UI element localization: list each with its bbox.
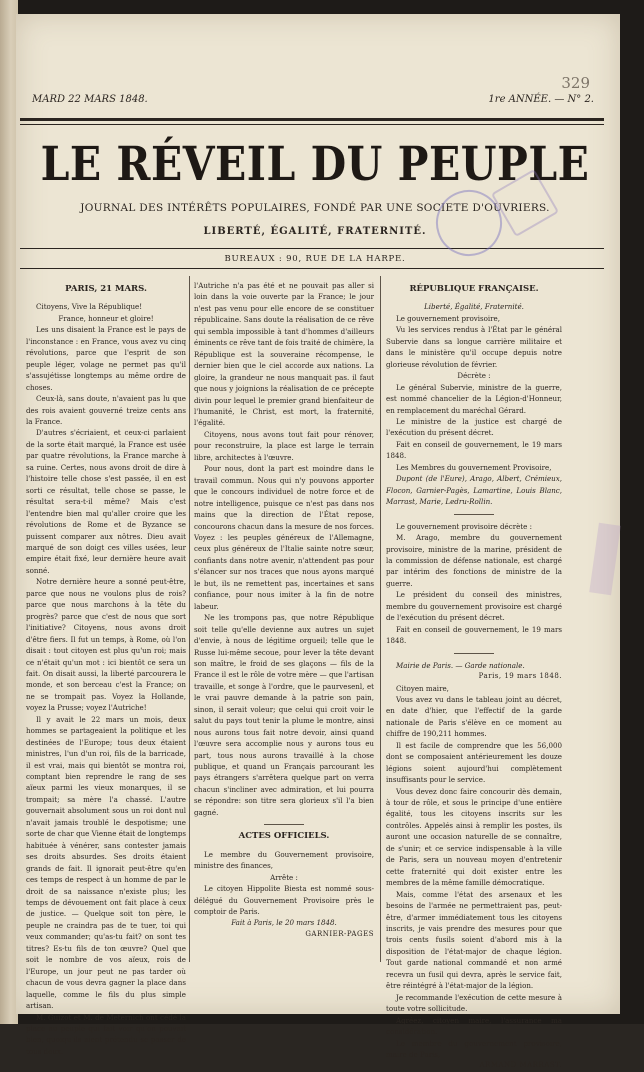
office-rule-bottom <box>20 268 604 269</box>
paragraph: Le ministre de la justice est chargé de l'exécution du présent décret. <box>386 416 562 438</box>
paragraph: Fait en conseil de gouvernement, le 19 mars 1848. <box>386 624 562 646</box>
masthead-title: LE RÉVEIL DU PEUPLE <box>40 136 590 192</box>
paragraph: Le membre du gouvernement provisoire, maire de Paris, <box>386 1038 562 1059</box>
paragraph: Citoyens, Vive la République! <box>36 302 143 312</box>
paragraph: Les Membres du gouvernement Provisoire, <box>396 462 552 472</box>
column-2 <box>194 280 374 940</box>
header-rule-top <box>20 118 604 121</box>
section-heading: RÉPUBLIQUE FRANÇAISE. <box>409 284 539 294</box>
column-separator-1 <box>189 276 190 962</box>
member-names: Dupont (de l'Eure), Arago, Albert, Crémieux, Flocon, Garnier-Pagès, Lamartine, Louis Blanc, Marrast, Marie, Ledru-Rollin. <box>386 474 562 507</box>
paragraph: Vu les services rendus à l'État par le général Subervie dans sa longue carrière militaire et dans le ministère qu'il occupe depuis notre glorieuse révolution de février. <box>386 325 562 369</box>
paragraph: Vous avez vu dans le tableau joint au décret, en date d'hier, que l'effectif de la garde nationale de Paris s'élève en ce moment au chiffre de 190,211 hommes. <box>386 694 562 739</box>
masthead-subtitle: JOURNAL DES INTÉRÊTS POPULAIRES, FONDÉ PAR UNE SOCIETE D'OUVRIERS. <box>80 202 550 214</box>
paragraph: Pour nous, dont la part est moindre dans le travail commun. Nous qui n'y pouvons apporter que le concours individuel de notre force et de notre intelligence, puisque ce n'est pas dans nos mains que la direction de l'État repose, concourons chacun dans la mesure de nos forces. Voyez : les peuples généreux de l'Allemagne, ceux plus généreux de l'Italie sainte notre sœur, confiants dans notre avenir, n'attendent pas pour s'élancer sur nos traces que nous ayons marqué le but, ils ne remettent pas, incertaines et sans confiance, pour nous imiter à la fin de notre labeur. <box>194 464 374 611</box>
paragraph: France, honneur et gloire! <box>58 313 154 323</box>
paragraph: Le général Subervie, ministre de la guerre, est nommé chancelier de la Légion-d'Honneur, en remplacement du maréchal Gérard. <box>386 382 562 415</box>
paragraph: Agréez, citoyen maire, l'assurance ma considération. <box>386 1015 562 1037</box>
paragraph: Fait en conseil de gouvernement, le 19 mars 1848. <box>386 439 562 461</box>
paragraph: Mais, comme l'état des arsenaux et les besoins de l'armée ne permettraient pas, peut-être, d'armer immédiatement tous les citoyens inscrits, je vais prendre des mesures pour que trois cents fusils soient d'abord mis à la disposition de l'état-major de chaque légion. Tout garde national commandé et non armé recevra un fusil qui devra, après le service fait, être réintégré à l'état-major de la légion. <box>386 889 562 991</box>
issue-date: MARD 22 MARS 1848. <box>32 94 148 105</box>
column-3 <box>386 280 562 1072</box>
paragraph: M. Arago, membre du gouvernement provisoire, ministre de la marine, président de la commission de défense nationale, est chargé par intérim des fonctions de ministre de la guerre. <box>386 533 562 588</box>
ink-mark <box>589 523 621 595</box>
mairie-heading: Mairie de Paris. — Garde nationale. <box>396 660 525 670</box>
paragraph: Citoyens, nous avons tout fait pour rénover, pour reconstruire, la place est large le terrain libre, architectes à l'œuvre. <box>194 429 374 462</box>
paragraph: M. Guizot et M. de Meternich ont cédé la place au peuple qui fait voir qu'on pouvait bien, quoiqu'ils aient prétendu se passer de tous deux. <box>26 1012 186 1056</box>
office-rule-top <box>20 248 604 249</box>
paragraph: Le gouvernement provisoire, <box>396 313 501 323</box>
paragraph: Décrète : <box>457 371 491 381</box>
mairie-date: Paris, 19 mars 1848. <box>478 672 562 681</box>
section-divider <box>264 824 304 825</box>
section-divider <box>454 514 494 515</box>
motto-line: Liberté, Égalité, Fraternité. <box>424 302 524 312</box>
paragraph: Je recommande l'exécution de cette mesure à toute votre sollicitude. <box>386 992 562 1014</box>
paragraph: Notre dernière heure a sonné peut-être, parce que nous ne voulons plus de rois? parce que nous marchons à la tête du progrès? parce que c'est de nous que sort l'initiative? Citoyens, nous avons droit d'être fiers. Il fut un temps, à Rome, où l'on disait : tout citoyen est plus qu'un roi; mais ce n'était qu'un mot : ici bientôt ce sera un fait. On disait aussi, la liberté parcourera le monde, et son berceau c'est la France; on ne se trompait pas. Voyez la Hollande, voyez la Prusse; voyez l'Autriche! <box>26 577 186 713</box>
paragraph: Il y avait le 22 mars un mois, deux hommes se partageaient la politique et les destinées de l'Europe; tous deux étaient ministres, l'un d'un roi, fils de la barricade, il est vrai, mais qui bientôt se montra roi, comptant bien reprendre le rang de ses aïeux parmi les vieux monarques, il se trompait; sa mère l'a chassé. L'autre gouvernait absolument sous un roi dont nul n'avait jamais troublé le despotisme; une sorte de char que Vienne était de longtemps habituée à vénérer, sans contester jamais ses droits absurdes. Ses droits étaient grands de fait. Il ignorait peut-être qu'en ces temps de respect à un homme de par le droit de sa naissance n'existe plus; les temps de dévouement ont fait place à ceux de justice. — Quelque soit ton père, le peuple ne craindra pas de te tuer, toi qui veux commander; qu'as-tu fait? on sont tes titres? Es-tu fils de ton œuvre? Quel que soit le nombre de vos aïeux, rois de l'Europe, un jour peut ne pas tarder où chacun de vous devra gagner la place dans laquelle, comme le fils du plus simple artisan. <box>26 714 186 1011</box>
column-separator-2 <box>380 276 381 962</box>
section-heading: ACTES OFFICIELS. <box>238 831 330 842</box>
issue-number: 1re ANNÉE. — N° 2. <box>488 94 594 105</box>
article-heading: PARIS, 21 MARS. <box>65 284 147 294</box>
signature: GARNIER-PAGES <box>305 929 374 938</box>
folio-number: 329 <box>561 74 590 92</box>
paragraph: l'Autriche n'a pas été et ne pouvait pas aller si loin dans la voie ouverte par la France; le jour n'est pas venu pour elle encore de se constituer républicaine. Sans doute la réalisation de ce rêve qui sembla impossible à tant d'hommes d'ailleurs éminents ce rêve tant de fois traité de chimère, la République est la souveraine récompense, le dernier bien que le ciel accorde aux nations. La gloire, la grandeur ne nous manquait pas. il faut que nous y joignions la réalisation de ce précepte divin pour lequel le premier grand bienfaiteur de l'humanité, le Christ, est mort, la fraternité, l'égalité. <box>194 281 374 428</box>
paragraph: Le président du conseil des ministres, membre du gouvernement provisoire est chargé de l'exécution du présent décret. <box>386 590 562 623</box>
paragraph: Vous devez donc faire concourir dès demain, à tour de rôle, et sous le principe d'une entière égalité, tous les citoyens inscrits sur les contrôles. Appelés ainsi à remplir les postes, ils auront une occasion naturelle de se connaître, de s'unir; et ce service indispensable à la ville de Paris, sera un nouveau moyen d'entretenir cette fraternité qui doit exister entre les membres de la même famille démocratique. <box>386 786 562 888</box>
paragraph: Le citoyen Hippolite Biesta est nommé sous-délégué du Gouvernement Provisoire près le comptoir de Paris. <box>194 884 374 917</box>
paragraph: Arrête : <box>270 872 298 882</box>
office-address: BUREAUX : 90, RUE DE LA HARPE. <box>224 254 406 264</box>
decree-date: Fait à Paris, le 20 mars 1848. <box>231 918 337 928</box>
section-divider <box>454 653 494 654</box>
masthead-motto: LIBERTÉ, ÉGALITÉ, FRATERNITÉ. <box>203 226 427 237</box>
paragraph: D'autres s'écriaient, et ceux-ci parlaient de la sorte était marqué, la France est usée par quatre révolutions, la France marche à sa ruine. Certes, nous avons droit de dire à l'histoire telle chose s'est passée, il en est sorti ce résultat, telle chose se passe, le résultat sera-t-il même? Mais c'est l'entendre bien mal qu'aller croire que les révolutions de Rome et de Byzance se puissent comparer aux nôtres. Dieu avait marqué de son doigt ces villes usées, leur empire était fixé, leur dernière heure avait sonné. <box>26 428 186 575</box>
paragraph: Il est facile de comprendre que les 56,000 dont se composaient antérieurement les douze légions soient aujourd'hui complètement insuffisants pour le service. <box>386 740 562 785</box>
column-1 <box>26 280 186 1057</box>
newspaper-page <box>16 14 620 1070</box>
paragraph: Citoyen maire, <box>396 683 449 693</box>
header-rule-top-thin <box>20 124 604 125</box>
paragraph: Ceux-là, sans doute, n'avaient pas lu que des rois avaient gouverné treize cents ans la France. <box>26 394 186 426</box>
signature: ARMAND MARRAST. <box>479 1061 562 1070</box>
paragraph: Les uns disaient la France est le pays de l'inconstance : en France, vous avez vu cinq révolutions, parce que l'esprit de son peuple léger, volage ne permet pas qu'il s'assujétisse longtemps au même ordre de choses. <box>26 325 186 392</box>
dateline <box>32 94 594 105</box>
paragraph: Le membre du Gouvernement provisoire, ministre des finances, <box>194 849 374 871</box>
paragraph: Le gouvernement provisoire décrète : <box>396 521 533 531</box>
paragraph: Ne les trompons pas, que notre République soit telle qu'elle devienne aux autres un sujet d'envie, à nous de légitime orgueil; telle que le Russe lui-même secoue, pour lever la tête devant son maître, le froid de ses glaçons — fils de la France il est le rôle de votre mère — que l'artisan travaille, et songe à l'ordre, que le paurvesenl, et le vrai pauvre demande à la patrie son pain, sinon, il serait voleur; que celui qui croit voir le salut du pays tout tenir la plume le montre, ainsi nous aurons tous fait notre devoir, ainsi quand l'œuvre sera accomplie nous y aurons tous eu part, tous nous aurons travaillé à la chose publique, et quand un Français parcourant les pays étrangers s'arrêtera quelque part on verra chacun s'incliner avec admiration, et lui pourra se répondre: son titre sera glorieux s'il l'a bien gagné. <box>194 613 374 817</box>
